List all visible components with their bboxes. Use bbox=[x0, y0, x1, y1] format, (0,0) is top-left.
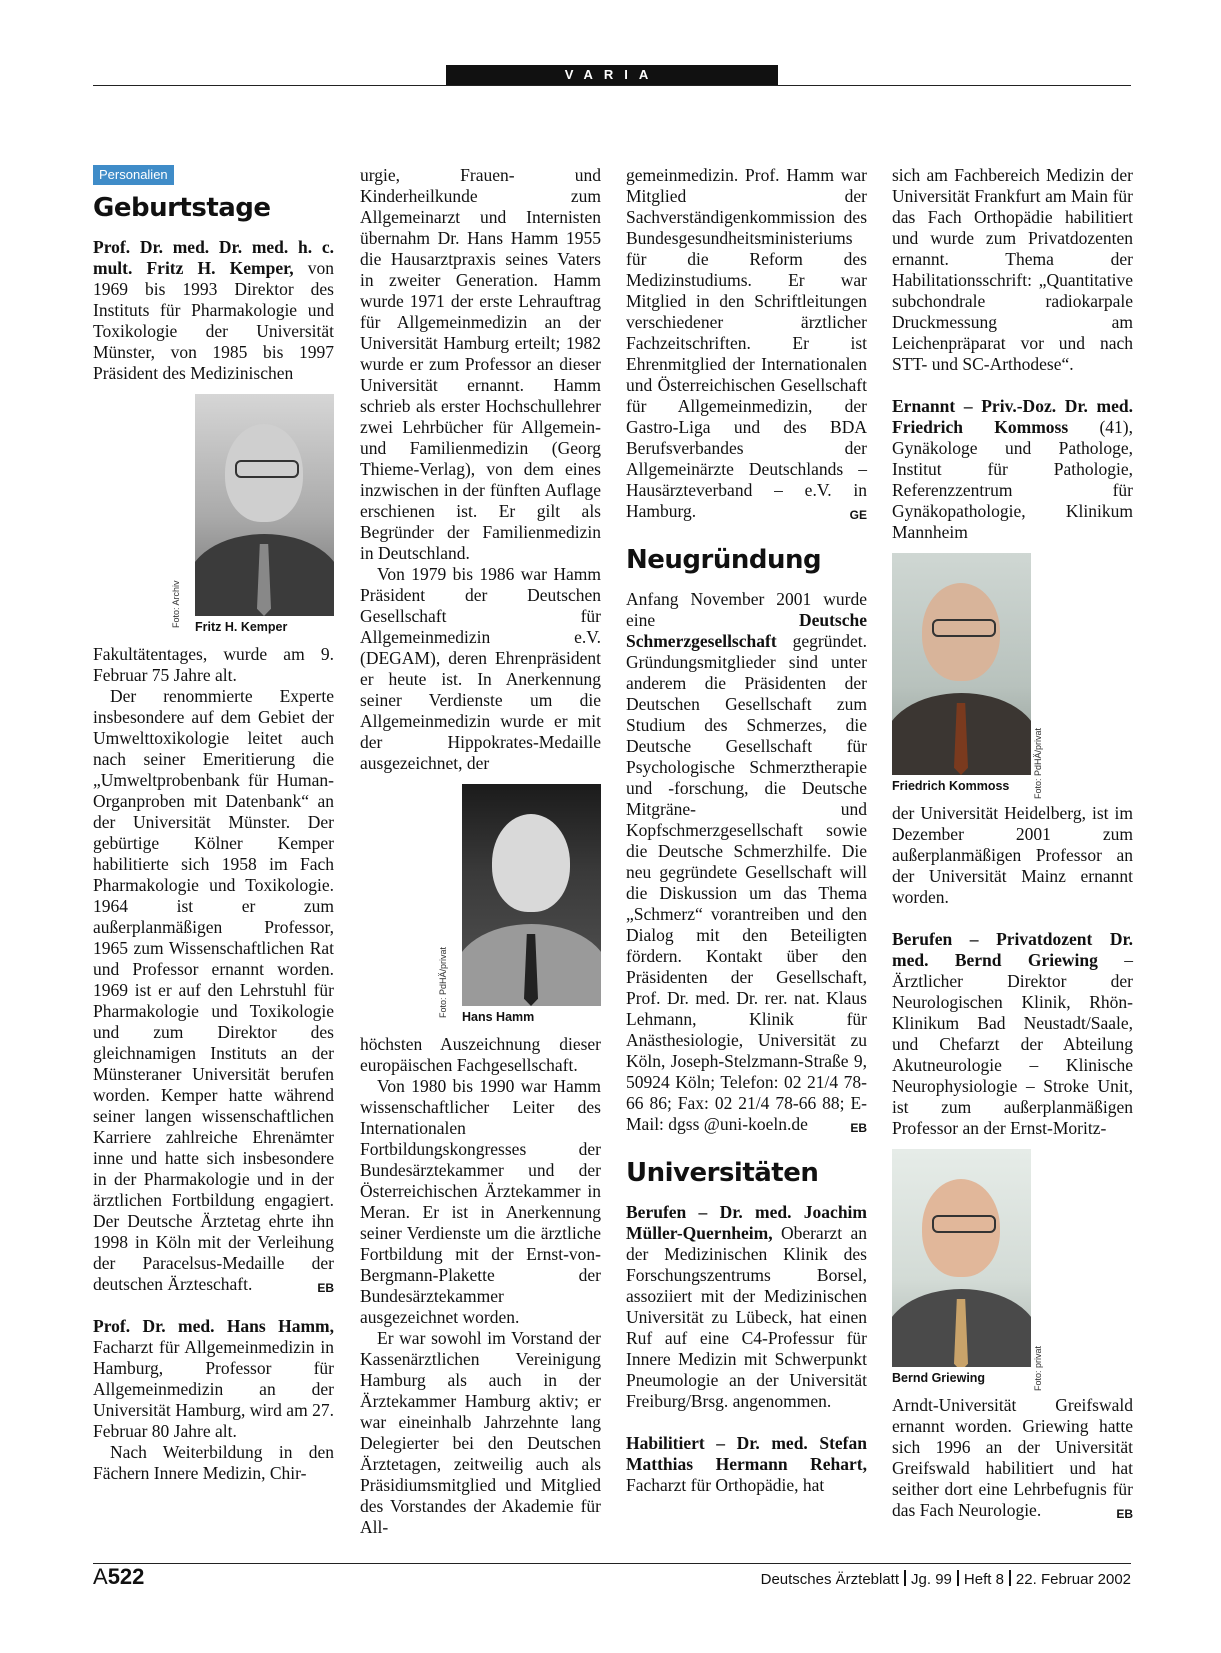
header-rule bbox=[93, 85, 1131, 86]
column-3 bbox=[626, 165, 867, 1496]
paragraph-text: Facharzt für Allgemeinmedizin in Hamburg, Professor für Allgemeinmedizin an der Universität Hamburg, wird am 27. Februar 80 Jahre alt. bbox=[93, 1337, 334, 1441]
author-initials: EB bbox=[850, 1121, 867, 1135]
figure-kommoss bbox=[892, 553, 1043, 799]
paragraph-text: gemeinmedizin. Prof. Hamm war Mitglied der Sachverständigenkommission des Bundesgesundheitsministeriums für die Reform des Medizinstudiums. Er war Mitglied in den Schriftleitungen verschiedener ärztlicher Fachzeitschriften. Er ist Ehrenmitglied der Internationalen und Österreichischen Gesellschaft für Allgemeinmedizin, der Gastro-Liga und des BDA Berufsverbandes der Allgemeinärzte Deutschlands – Hausärzteverband – e.V. in Hamburg. bbox=[626, 165, 867, 521]
journal-date: 22. Februar 2002 bbox=[1015, 1571, 1131, 1588]
person-name: Prof. Dr. med. Dr. med. h. c. mult. Fritz H. Kemper, bbox=[93, 237, 334, 278]
paragraph: Fakultätentages, wurde am 9. Februar 75 Jahre alt. bbox=[93, 644, 334, 685]
heading-universitaeten: Universitäten bbox=[626, 1158, 819, 1188]
figure-griewing bbox=[892, 1149, 1043, 1391]
paragraph: Nach Weiterbildung in den Fächern Innere Medizin, Chir- bbox=[93, 1442, 334, 1483]
page-prefix: A bbox=[93, 1564, 108, 1589]
paragraph: Er war sowohl im Vorstand der Kassenärztlichen Vereinigung Hamburg als auch in der Ärztekammer Hamburg aktiv; er war eineinhalb Jahrzehnte lang Delegierter bei den Deutschen Ärztetagen, zeitweilig auch als Präsidiumsmitglied und Mitglied des Vorstandes der Akademie für All- bbox=[360, 1328, 601, 1537]
column-2 bbox=[360, 165, 601, 1538]
paragraph bbox=[93, 1316, 334, 1442]
journal-info bbox=[761, 1570, 1131, 1588]
paragraph-text: Anfang November 2001 wurde eine bbox=[626, 589, 867, 630]
paragraph bbox=[626, 1433, 867, 1496]
paragraph bbox=[626, 1202, 867, 1412]
paragraph: urgie, Frauen- und Kinderheilkunde zum Allgemeinarzt und Internisten übernahm Dr. Hans Hamm 1955 die Hausarztpraxis seines Vaters in zweiter Generation. Hamm wurde 1971 der erste Lehrauftrag für Allgemeinmedizin an der Universität Hamburg erteilt; 1982 wurde er zum Professor an dieser Universität ernannt. Hamm schrieb als erster Hochschullehrer zwei Lehrbücher für Allgemein- und Familienmedizin (Georg Thieme-Verlag), von dem eines inzwischen in der fünften Auflage erschienen ist. Er gilt als Begründer der Familienmedizin in Deutschland. bbox=[360, 165, 601, 563]
photo-credit: Foto: PdHÄ/privat bbox=[438, 946, 448, 1018]
paragraph-text: – Ärztlicher Direktor der Neurologischen Klinik, Rhön-Klinikum Bad Neustadt/Saale, und Chefarzt der Abteilung Akutneurologie – Klinische Neurophysiologie – Stroke Unit, ist zum außerplanmäßigen Professor an der Ernst-Moritz- bbox=[892, 950, 1133, 1138]
journal-name: Deutsches Ärzteblatt bbox=[760, 1571, 900, 1588]
paragraph-text: Arndt-Universität Greifswald ernannt worden. Griewing hatte sich 1996 an der Universität Greifswald habilitiert und hat seither dort eine Lehrbefugnis für das Fach Neurologie. bbox=[892, 1395, 1133, 1520]
paragraph-text: Der renommierte Experte insbesondere auf dem Gebiet der Umwelttoxikologie leitet auch nach seiner Emeritierung die „Umweltprobenbank für Human-Organproben mit Datenbank“ an der Universität Münster. Der gebürtige Kölner Kemper habilitierte sich 1958 im Fach Pharmakologie und Toxikologie. 1964 ist er zum außerplanmäßigen Professor, 1965 zum Wissenschaftlichen Rat und Professor ernannt worden. 1969 ist er auf den Lehrstuhl für Pharmakologie und Toxikologie und zum Direktor des gleichnamigen Instituts an der Münsteraner Universität berufen worden. Kemper hatte während seiner langen wissenschaftlichen Karriere zahlreiche Ehrenämter inne und hatte sich insbesondere in der Pharmakologie und in der ärztlichen Fortbildung engagiert. Der Deutsche Ärztetag ehrte ihn 1998 in Köln mit der Verleihung der Paracelsus-Medaille der deutschen Ärzteschaft. bbox=[93, 686, 334, 1294]
photo-caption: Bernd Griewing bbox=[892, 1371, 986, 1385]
portrait-photo bbox=[462, 784, 601, 1006]
portrait-photo bbox=[892, 553, 1031, 775]
paragraph bbox=[626, 165, 867, 522]
photo-caption: Fritz H. Kemper bbox=[195, 620, 288, 634]
page-number-value: 522 bbox=[107, 1564, 145, 1589]
organization-name: Deutsche Schmerzgesellschaft bbox=[626, 610, 867, 651]
journal-issue: Heft 8 bbox=[963, 1571, 1004, 1588]
paragraph-text: von 1969 bis 1993 Direktor des Instituts für Pharmakologie und Toxikologie der Universität Münster, von 1985 bis 1997 Präsident des Medizinischen bbox=[93, 258, 334, 383]
paragraph: Von 1980 bis 1990 war Hamm wissenschaftlicher Leiter des Internationalen Fortbildungskongresses der Bundesärztekammer und der Österreichischen Ärztekammer in Meran. Er ist in Anerkennung seiner Verdienste um die ärztliche Fortbildung mit der Ernst-von-Bergmann-Plakette der Bundesärztekammer ausgezeichnet worden. bbox=[360, 1076, 601, 1327]
heading-neugruendung: Neugründung bbox=[626, 545, 822, 575]
person-name: Prof. Dr. med. Hans Hamm, bbox=[93, 1316, 334, 1336]
photo-credit: Foto: Archiv bbox=[171, 580, 181, 628]
paragraph: der Universität Heidelberg, ist im Dezember 2001 zum außerplanmäßigen Professor an der Universität Mainz ernannt worden. bbox=[892, 803, 1133, 907]
paragraph bbox=[892, 929, 1133, 1139]
photo-credit: Foto: privat bbox=[1033, 1345, 1043, 1391]
person-name: Habilitiert – Dr. med. Stefan Matthias Hermann Rehart, bbox=[626, 1433, 867, 1474]
person-name: Berufen – Dr. med. Joachim Müller-Quernheim, bbox=[626, 1202, 867, 1243]
photo-caption: Hans Hamm bbox=[462, 1010, 535, 1024]
section-header: VARIA bbox=[446, 65, 778, 85]
paragraph bbox=[626, 589, 867, 1135]
paragraph-text: (41), Gynäkologe und Pathologe, Institut für Pathologie, Referenzzentrum für Gynäkopathologie, Klinikum Mannheim bbox=[892, 417, 1133, 542]
paragraph bbox=[93, 237, 334, 384]
kicker-label: Personalien bbox=[93, 165, 174, 185]
paragraph bbox=[892, 396, 1133, 543]
photo-credit: Foto: PdHÄ/privat bbox=[1033, 727, 1043, 799]
paragraph-text: gegründet. Gründungsmitglieder sind unter anderem die Präsidenten der Deutschen Gesellschaft zum Studium des Schmerzes, die Deutsche Gesellschaft für Psychologische Schmerztherapie und -forschung, die Deutsche Mitgräne- und Kopfschmerzgesellschaft sowie die Deutsche Schmerzhilfe. Die neu gegründete Gesellschaft will die Diskussion um das Thema „Schmerz“ vorantreiben und den Dialog mit den Beteiligten fördern. Kontakt über den Präsidenten der Gesellschaft, Prof. Dr. med. Dr. rer. nat. Klaus Lehmann, Klinik für Anästhesiologie, Universität zu Köln, Joseph-Stelzmann-Straße 9, 50924 Köln; Telefon: 02 21/4 78-66 86; Fax: 02 21/4 78-66 88; E-Mail: dgss @uni-koeln.de bbox=[626, 631, 867, 1134]
paragraph: Von 1979 bis 1986 war Hamm Präsident der Deutschen Gesellschaft für Allgemeinmedizin e.V. (DEGAM), deren Ehrenpräsident er heute ist. In Anerkennung seiner Verdienste um die Allgemeinmedizin wurde er mit der Hippokrates-Medaille ausgezeichnet, der bbox=[360, 564, 601, 773]
figure-hamm bbox=[438, 784, 601, 1024]
column-1 bbox=[93, 165, 334, 1484]
photo-caption: Friedrich Kommoss bbox=[892, 779, 1010, 793]
paragraph-text: Facharzt für Orthopädie, hat bbox=[626, 1475, 825, 1495]
author-initials: EB bbox=[317, 1281, 334, 1295]
paragraph: sich am Fachbereich Medizin der Universität Frankfurt am Main für das Fach Orthopädie habilitiert und wurde zum Privatdozenten ernannt. Thema der Habilitationsschrift: „Quantitative subchondrale radiokarpale Druckmessung am Leichenpräparat vor und nach STT- und SC-Arthodese“. bbox=[892, 165, 1133, 374]
journal-volume: Jg. 99 bbox=[911, 1571, 952, 1588]
author-initials: EB bbox=[1116, 1507, 1133, 1521]
page-number bbox=[93, 1564, 144, 1590]
paragraph-text: Oberarzt an der Medizinischen Klinik des Forschungszentrums Borsel, assoziiert mit der Medizinischen Universität zu Lübeck, hat einen Ruf auf eine C4-Professur für Innere Medizin mit Schwerpunkt Pneumologie an der Universität Freiburg/Brsg. angenommen. bbox=[626, 1223, 867, 1411]
author-initials: GE bbox=[849, 508, 867, 522]
footer-rule bbox=[93, 1563, 1131, 1564]
paragraph bbox=[93, 686, 334, 1295]
paragraph: höchsten Auszeichnung dieser europäischen Fachgesellschaft. bbox=[360, 1034, 601, 1075]
figure-kemper bbox=[171, 394, 334, 634]
person-name: Ernannt – Priv.-Doz. Dr. med. Friedrich Kommoss bbox=[892, 396, 1133, 437]
paragraph bbox=[892, 1395, 1133, 1521]
column-4 bbox=[892, 165, 1133, 1525]
heading-geburtstage: Geburtstage bbox=[93, 193, 271, 223]
person-name: Berufen – Privatdozent Dr. med. Bernd Griewing bbox=[892, 929, 1133, 970]
portrait-photo bbox=[195, 394, 334, 616]
portrait-photo bbox=[892, 1149, 1031, 1367]
